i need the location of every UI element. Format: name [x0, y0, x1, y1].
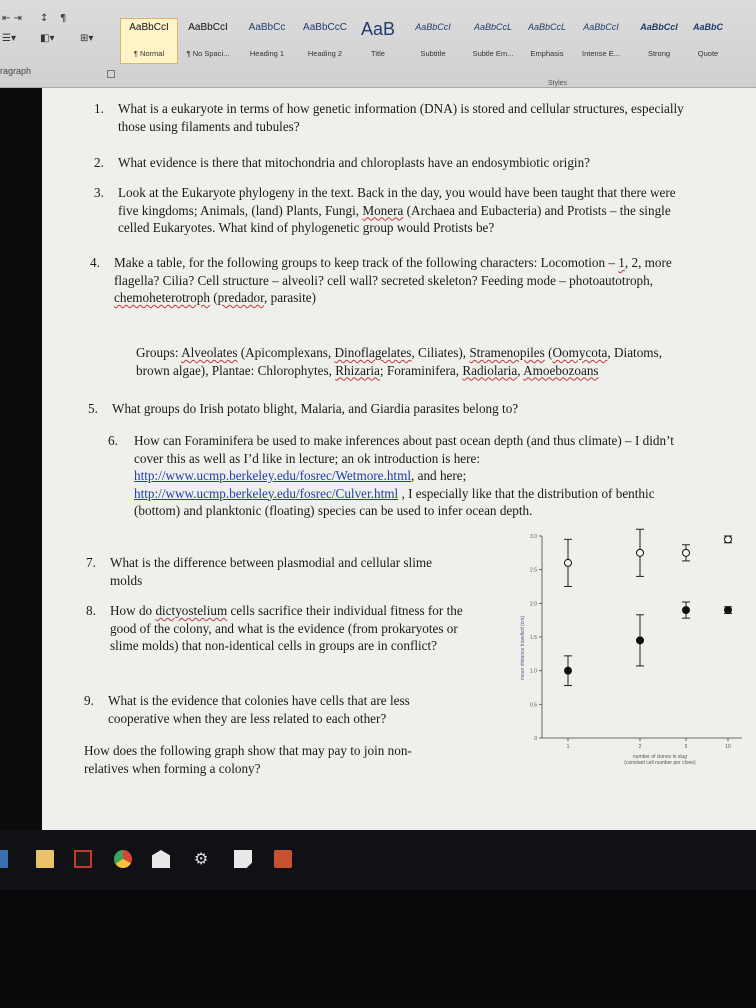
question-9-block [84, 692, 474, 727]
groups-f: ; Foraminifera, [379, 362, 463, 378]
style-sample: AaBbCcI [415, 22, 451, 32]
data-points [564, 529, 732, 685]
x-axis-label-2: (constant cell number per clone) [624, 760, 696, 766]
q8-part-b: cells sacrifice their individual fitness for the good of the colony, and what is the evidence (from prokaryotes or slime molds) that non-identical cells in groups are in conflict? [110, 603, 463, 653]
filled-point [637, 637, 644, 644]
style-sample: AaBbCcC [303, 22, 347, 33]
style-name: Title [371, 49, 385, 58]
groups-g: , [517, 362, 524, 378]
style-name: Strong [647, 49, 671, 58]
groups-alveolates: Alveolates [181, 345, 238, 360]
screen-bezel [0, 890, 756, 1008]
style-tile[interactable] [354, 18, 402, 64]
x-tick-label: 1 [566, 744, 570, 750]
question-4-text [114, 254, 690, 307]
groups-e: , Diatoms, brown algae), Plantae: Chlorophytes, [136, 345, 662, 378]
style-sample: AaBbCcL [527, 22, 567, 32]
y-tick-label: 2.5 [530, 567, 537, 574]
question-7-number: 7. [86, 555, 96, 570]
question-6-block [108, 432, 688, 520]
style-tile[interactable] [572, 18, 630, 64]
acrobat-icon[interactable] [74, 850, 92, 868]
file-explorer-icon[interactable] [36, 850, 54, 868]
mail-icon[interactable] [152, 850, 170, 868]
groups-text [136, 344, 676, 379]
q8-dictyostelium: dictyostelium [155, 603, 228, 618]
groups-a: Groups: [136, 345, 182, 360]
style-sample: AaBbCcI [188, 22, 228, 33]
q6-part-b: , and here; [411, 468, 467, 483]
q6-part-c: , I especially like that the distribution of benthic (bottom) and planktonic (floating) species can be used to infer ocean depth. [134, 485, 655, 518]
x-axis-label-1: number of clones in slug [632, 754, 688, 760]
groups-b: (Apicomplexans, [237, 345, 335, 360]
paragraph-tools [0, 8, 118, 68]
q3-part-a: Look at the Eukaryote phylogeny in the text. Back in the day, you would have been taught that there were five kingdoms; Animals, (land) Plants, Fungi, [118, 185, 676, 218]
style-tile[interactable] [402, 18, 464, 64]
y-tick-label: 3.0 [530, 534, 537, 540]
q4-predador: predador [217, 290, 264, 305]
open-point [725, 536, 732, 543]
q3-part-b: (Archaea and Eubacteria) and Protists – the single celled Eukaryotes. What kind of phylogenetic group would Protists be? [118, 202, 671, 235]
open-point [683, 549, 690, 556]
y-tick-label: 2.0 [530, 601, 537, 608]
question-7-text: What is the difference between plasmodial and cellular slime molds [110, 555, 432, 588]
groups-amoebozoans: Amoebozoans [523, 362, 599, 378]
style-sample: AaBbCc [248, 22, 286, 33]
style-sample: AaBbCcI [129, 22, 169, 33]
filled-point [565, 667, 572, 674]
culver-link[interactable]: http://www.ucmp.berkeley.edu/fosrec/Culver.html [134, 485, 399, 501]
style-sample: AaBbCcI [583, 22, 619, 32]
paragraph-launcher-icon[interactable] [107, 70, 115, 78]
q4-part-b: , 2, more flagella? Cilia? Cell structure – alveoli? cell wall? secreted skeleton? Feeding mode – photoautotroph, [114, 255, 672, 288]
style-name: ¶ No Spaci... [186, 49, 230, 58]
pilcrow-icon[interactable]: ¶ [60, 13, 67, 24]
q6-part-a: How can Foraminifera be used to make inferences about past ocean depth (and thus climate) – I didn’t cover this as well as I’d like in lecture; an ok introduction is here: [134, 433, 674, 466]
style-name: Heading 1 [249, 49, 285, 58]
question-2-text: What evidence is there that mitochondria and chloroplasts have an endosymbiotic origin? [118, 155, 591, 170]
style-name: Emphasis [530, 49, 564, 58]
q4-part-d: , parasite) [264, 290, 316, 305]
style-tile[interactable] [464, 18, 522, 64]
style-tile[interactable] [688, 18, 728, 64]
x-tick-label: 10 [725, 744, 731, 750]
filled-point [683, 607, 690, 614]
groups-rhizaria: Rhizaria [335, 362, 380, 378]
sort-icon[interactable]: ↕ [40, 13, 49, 24]
question-9-number: 9. [84, 693, 94, 708]
style-tile[interactable] [522, 18, 572, 64]
style-name: Heading 2 [307, 49, 343, 58]
question-3-block [94, 184, 694, 237]
groups-block [136, 344, 676, 379]
q4-part-c: ( [209, 290, 218, 305]
question-2-number: 2. [94, 155, 104, 170]
style-name: Quote [697, 49, 719, 58]
question-6-text [134, 432, 688, 520]
style-tile[interactable] [238, 18, 296, 64]
powerpoint-icon[interactable] [274, 850, 292, 868]
question-8-text [110, 602, 466, 655]
question-1-block [94, 100, 694, 135]
styles-group-label: Styles [548, 80, 568, 87]
q3-monera: Monera [362, 202, 404, 218]
style-tile[interactable] [296, 18, 354, 64]
groups-c: , Ciliates), [411, 345, 470, 360]
groups-dinoflagelates: Dinoflagelates [334, 345, 412, 360]
q4-part-a: Make a table, for the following groups to keep track of the following characters: Locomotion – [114, 255, 619, 270]
style-name: Subtitle [420, 49, 446, 58]
wetmore-link[interactable]: http://www.ucmp.berkeley.edu/fosrec/Wetmore.html [134, 468, 412, 483]
question-1-text: What is a eukaryote in terms of how genetic information (DNA) is stored and cellular structures, especially those using filaments and tubules? [118, 101, 684, 134]
question-5-block [88, 400, 688, 418]
style-tile[interactable] [178, 18, 238, 64]
y-tick-label: 1.0 [530, 668, 537, 675]
question-4-number: 4. [90, 255, 100, 270]
open-point [565, 559, 572, 566]
question-1-number: 1. [94, 101, 104, 116]
paragraph-group-label: ragraph [0, 66, 32, 76]
note-icon[interactable] [234, 850, 252, 868]
question-3-number: 3. [94, 185, 104, 200]
ribbon [0, 0, 756, 88]
windows-icon[interactable] [0, 850, 8, 868]
style-sample: AaB [360, 19, 396, 39]
question-6-number: 6. [108, 433, 118, 448]
clone-distance-graph [510, 528, 750, 768]
x-tick-label: 5 [684, 744, 688, 750]
groups-radiolaria: Radiolaria [462, 362, 518, 378]
y-tick-label: 1.5 [530, 635, 537, 641]
q4-chemoheterotroph: chemoheterotroph [114, 290, 210, 305]
borders-icon[interactable]: ⊞▾ [80, 33, 94, 44]
groups-oomycota: Oomycota [552, 345, 608, 360]
style-tile[interactable] [120, 18, 178, 64]
styles-gallery [120, 18, 756, 76]
style-name: ¶ Normal [133, 49, 165, 58]
q4-one: 1 [618, 255, 625, 270]
filled-point [725, 607, 732, 614]
y-tick-label: 0.5 [530, 702, 537, 709]
style-name: Subtle Em... [472, 49, 514, 58]
style-sample: AaBbC [692, 22, 723, 32]
question-4-block [90, 254, 690, 307]
document-page[interactable] [42, 88, 756, 830]
y-ticks [530, 534, 542, 742]
question-2-block [94, 154, 694, 172]
groups-stramenopiles: Stramenopiles [469, 345, 545, 360]
question-3-text [118, 184, 694, 237]
question-8-block [86, 602, 466, 655]
question-5-number: 5. [88, 401, 98, 416]
style-sample: AaBbCcL [473, 22, 513, 32]
settings-icon[interactable]: ⚙ [194, 849, 209, 868]
y-tick-label: 0 [534, 736, 537, 742]
shading-icon[interactable]: ◧▾ [40, 33, 55, 44]
line-spacing-icon[interactable]: ☰▾ [2, 33, 16, 44]
chrome-icon[interactable] [114, 850, 132, 868]
taskbar [0, 830, 756, 890]
style-name: Intense E... [582, 49, 620, 58]
indent-icon[interactable]: ⇤ ⇥ [2, 13, 22, 24]
style-sample: AaBbCcI [640, 22, 678, 32]
question-9-text: What is the evidence that colonies have cells that are less cooperative when they are less related to each other? [108, 693, 410, 726]
groups-d: ( [544, 345, 553, 360]
question-5-text: What groups do Irish potato blight, Malaria, and Giardia parasites belong to? [112, 401, 519, 416]
q8-part-a: How do [110, 603, 156, 618]
style-tile[interactable] [630, 18, 688, 64]
x-tick-label: 2 [638, 744, 642, 750]
x-ticks [567, 738, 731, 750]
question-8-number: 8. [86, 603, 96, 618]
y-axis-label: mean distance travelled (cm) [520, 615, 526, 681]
open-point [637, 549, 644, 556]
final-question: How does the following graph show that may pay to join non-relatives when forming a colony? [84, 743, 412, 776]
question-7-block [86, 554, 466, 589]
